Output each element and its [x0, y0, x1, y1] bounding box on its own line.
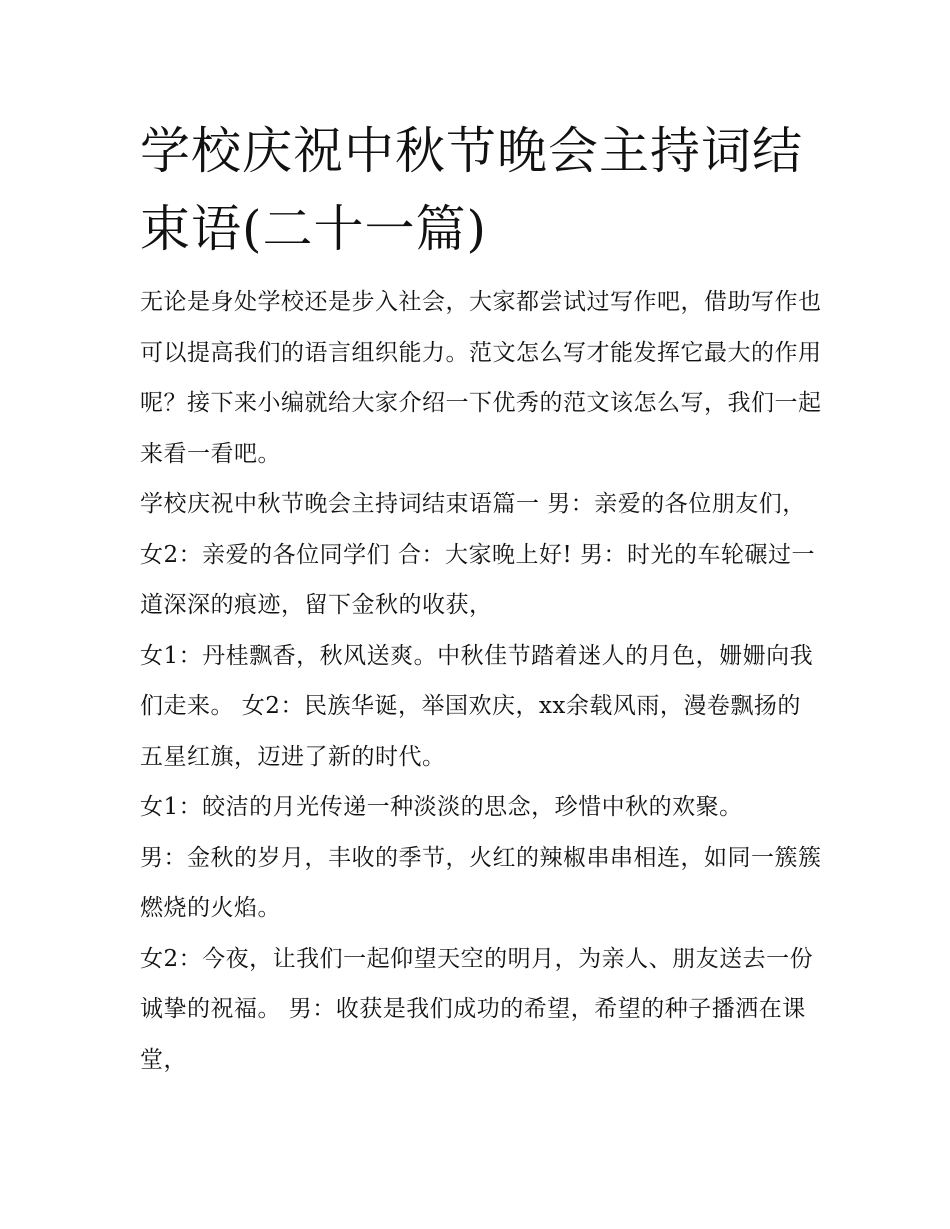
paragraph-female1-moonlight: 女1：皎洁的月光传递一种淡淡的思念，珍惜中秋的欢聚。 — [140, 794, 743, 820]
document-body — [140, 277, 822, 1085]
paragraph-male-harvest: 男：金秋的岁月，丰收的季节，火红的辣椒串串相连，如同一簇簇燃烧的火焰。 — [140, 844, 822, 921]
paragraph-intro: 无论是身处学校还是步入社会，大家都尝试过写作吧，借助写作也可以提高我们的语言组织能力。范文怎么写才能发挥它最大的作用呢？接下来小编就给大家介绍一下优秀的范文该怎么写，我们一起来看一看吧。 — [140, 289, 822, 467]
page-title: 学校庆祝中秋节晚会主持词结束语(二十一篇) — [140, 122, 803, 258]
paragraph-opening: 学校庆祝中秋节晚会主持词结束语篇一 男：亲爱的各位朋友们， 女2：亲爱的各位同学们 合：大家晚上好! 男：时光的车轮碾过一道深深的痕迹，留下金秋的收获， — [140, 491, 815, 618]
paragraph-female1-female2: 女1：丹桂飘香，秋风送爽。中秋佳节踏着迷人的月色，姗姗向我们走来。 女2：民族华诞，举国欢庆，xx余载风雨，漫卷飘扬的五星红旗，迈进了新的时代。 — [140, 642, 814, 770]
paragraph-female2-tonight: 女2：今夜，让我们一起仰望天空的明月，为亲人、朋友送去一份诚挚的祝福。 男：收获是我们成功的希望，希望的种子播洒在课堂， — [140, 945, 814, 1073]
